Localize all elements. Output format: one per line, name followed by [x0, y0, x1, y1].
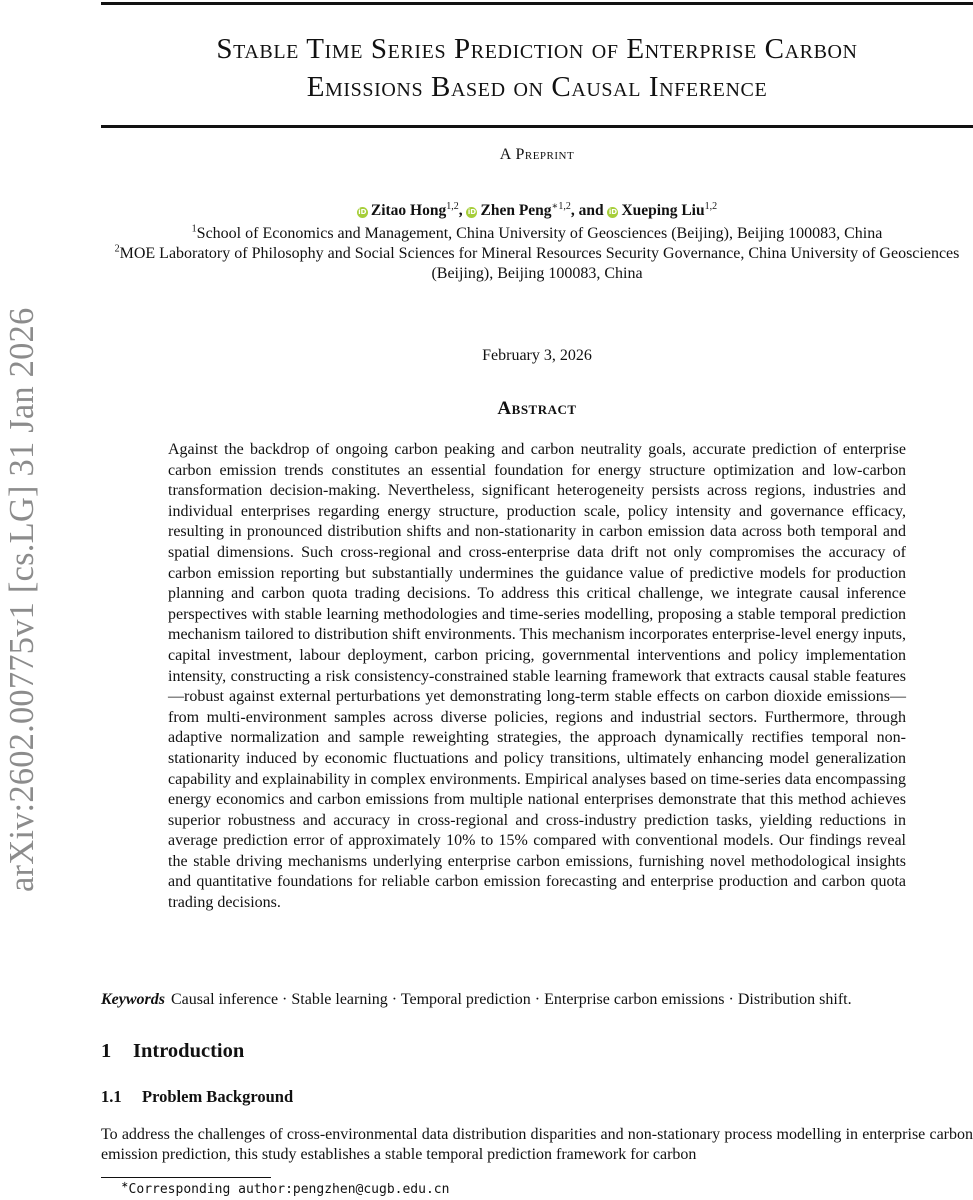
preprint-label: A Preprint — [499, 146, 575, 163]
footnote — [121, 1181, 449, 1199]
author-affiliation-mark: ∗1,2 — [551, 200, 571, 212]
subsection-heading-problem-background — [101, 1087, 293, 1107]
keywords-label: Keywords — [101, 991, 165, 1008]
footnote-rule — [101, 1177, 271, 1178]
section-number: 1 — [101, 1040, 112, 1062]
section-title: Introduction — [133, 1040, 245, 1062]
title-top-rule — [101, 2, 973, 5]
affiliation-1 — [101, 224, 973, 244]
affiliation-text: School of Economics and Management, China University of Geosciences (Beijing), Beijing 100083, China — [196, 225, 883, 242]
author-name: Xueping Liu — [621, 202, 705, 219]
author-separator: , — [458, 202, 467, 219]
author-name: Zhen Peng — [480, 202, 552, 219]
author-name: Zitao Hong — [370, 202, 447, 219]
title-line-1: Stable Time Series Prediction of Enterprise Carbon — [216, 33, 858, 65]
footnote-text: Corresponding author:pengzhen@cugb.edu.cn — [128, 1182, 450, 1197]
author-separator: , and — [570, 202, 608, 219]
keywords — [101, 990, 973, 1010]
paper-title — [101, 30, 973, 106]
orcid-icon[interactable]: iD — [358, 208, 367, 216]
orcid-icon[interactable]: iD — [467, 208, 477, 216]
arxiv-identifier: arXiv:2602.00775v1 [cs.LG] 31 Jan 2026 — [3, 307, 41, 893]
title-bottom-rule — [101, 125, 973, 128]
subsection-title: Problem Background — [142, 1087, 294, 1106]
orcid-icon[interactable]: iD — [608, 208, 618, 216]
subsection-number: 1.1 — [101, 1087, 122, 1106]
author-list — [101, 201, 973, 221]
keywords-text: Causal inference · Stable learning · Temporal prediction · Enterprise carbon emissions · Distribution shift. — [171, 991, 852, 1008]
abstract-text: Against the backdrop of ongoing carbon peaking and carbon neutrality goals, accurate prediction of enterprise carbon emission trends constitutes an essential foundation for energy structure optimization and low-carbon transformation decision-making. Nevertheless, significant heterogeneity persists across regions, industries and individual enterprises regarding energy structure, production scale, policy intensity and governance efficacy, resulting in pronounced distribution shifts and non-stationarity in carbon emission data across both temporal and spatial dimensions. Such cross-regional and cross-enterprise data drift not only compromises the accuracy of carbon emission reporting but substantially undermines the guidance value of predictive models for production planning and carbon quota trading decisions. To address this critical challenge, we integrate causal inference perspectives with stable learning methodologies and time-series modelling, proposing a stable temporal prediction mechanism tailored to distribution shift environments. This mechanism incorporates enterprise-level energy inputs, capital investment, labour deployment, carbon pricing, governmental interventions and policy implementation intensity, constructing a risk consistency-constrained stable learning framework that extracts causal stable features—robust against external perturbations yet demonstrating long-term stable effects on carbon dioxide emissions—from multi-environment samples across diverse policies, regions and industrial sectors. Furthermore, through adaptive normalization and sample reweighting strategies, the approach dynamically rectifies temporal non-stationarity induced by economic fluctuations and policy transitions, ultimately enhancing model generalization capability and explainability in complex environments. Empirical analyses based on time-series data encompassing energy economics and carbon emissions from multiple national enterprises demonstrate that this method achieves superior robustness and accuracy in cross-regional and cross-industry prediction tasks, yielding reductions in average prediction error of approximately 10% to 15% compared with conventional models. Our findings reveal the stable driving mechanisms underlying enterprise carbon emissions, furnishing novel methodological insights and quantitative foundations for reliable carbon emission forecasting and enterprise production and carbon quota trading decisions. — [168, 441, 907, 912]
affiliation-2 — [101, 244, 973, 284]
footnote-mark: ∗ — [121, 1179, 129, 1190]
affiliation-text: MOE Laboratory of Philosophy and Social Sciences for Mineral Resources Security Governance, China University of Geosciences (Beijing), Beijing 100083, China — [119, 245, 960, 282]
section-heading-introduction — [101, 1040, 244, 1063]
author-affiliation-mark: 1,2 — [704, 200, 718, 212]
introduction-paragraph: To address the challenges of cross-environmental data distribution disparities and non-stationary process modelling in enterprise carbon emission prediction, this study establishes a stable temporal prediction framework for carbon — [101, 1126, 973, 1164]
publication-date: February 3, 2026 — [482, 347, 592, 364]
author-affiliation-mark: 1,2 — [446, 200, 459, 212]
title-line-2: Emissions Based on Causal Inference — [306, 71, 768, 103]
affiliation-mark: 2 — [114, 243, 120, 255]
affiliation-mark: 1 — [191, 223, 197, 235]
affiliations — [101, 224, 973, 284]
abstract-heading: Abstract — [497, 398, 577, 419]
